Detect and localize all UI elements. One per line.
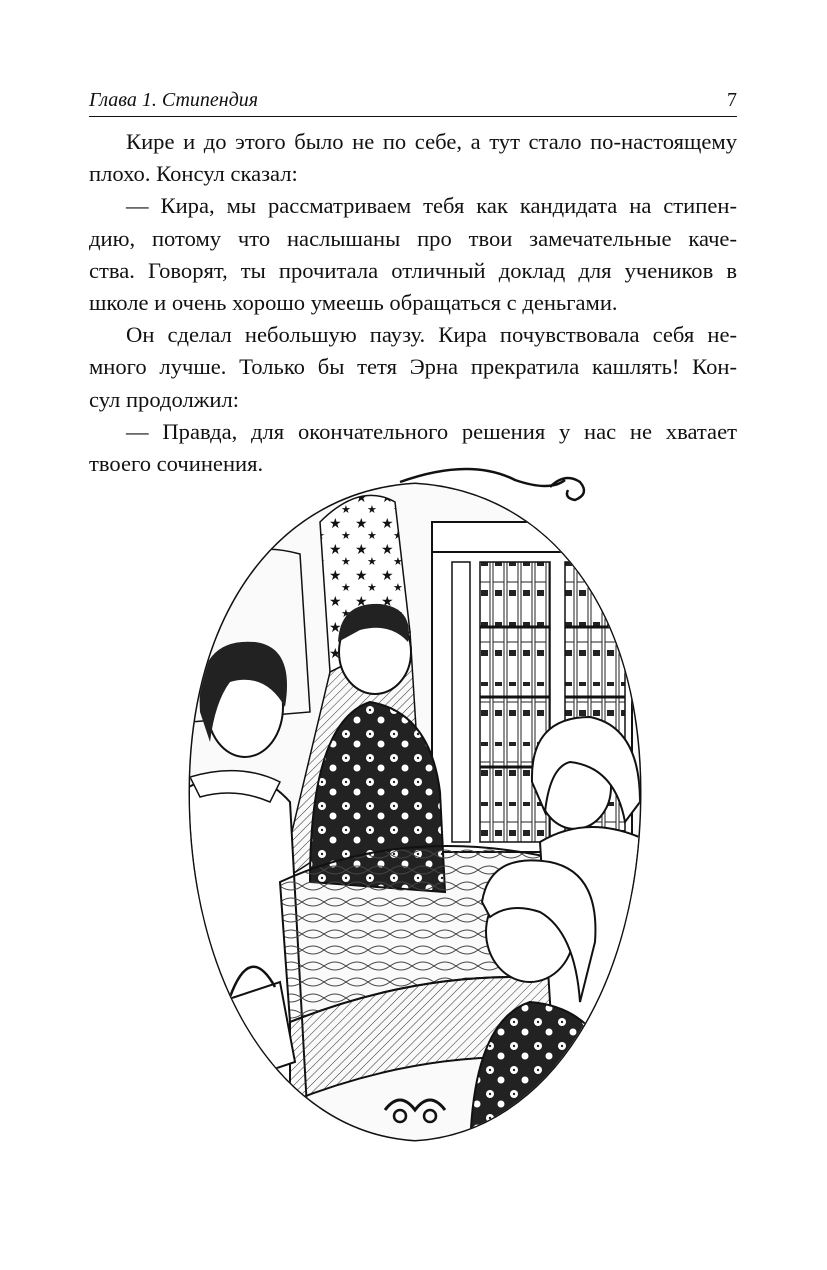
text-line: сул продолжил: <box>89 386 240 412</box>
running-header <box>89 86 737 117</box>
text-line: дию, потому что наслышаны про твои замечательные каче- <box>89 225 737 251</box>
text-line: твоего сочинения. <box>89 450 264 476</box>
text-line: Он сделал небольшую паузу. Кира почувствовала себя не- <box>126 322 737 348</box>
page-number: 7 <box>727 89 737 111</box>
text-line: Кире и до этого было не по себе, а тут стало по-настоящему <box>126 129 737 154</box>
text-line: много лучше. Только бы тетя Эрна прекратила кашлять! Кон- <box>89 354 737 380</box>
running-title: Глава 1. Стипендия <box>89 89 259 111</box>
book-illustration-oval <box>170 462 660 1162</box>
text-line: школе и очень хорошо умеешь обращаться с деньгами. <box>89 289 618 315</box>
body-text <box>89 126 737 480</box>
text-line: — Кира, мы рассматриваем тебя как кандидата на стипен- <box>126 193 737 219</box>
text-line: плохо. Консул сказал: <box>89 161 298 187</box>
text-line: ства. Говорят, ты прочитала отличный доклад для учеников в <box>89 257 737 283</box>
text-line: — Правда, для окончательного решения у нас не хватает <box>126 418 737 444</box>
